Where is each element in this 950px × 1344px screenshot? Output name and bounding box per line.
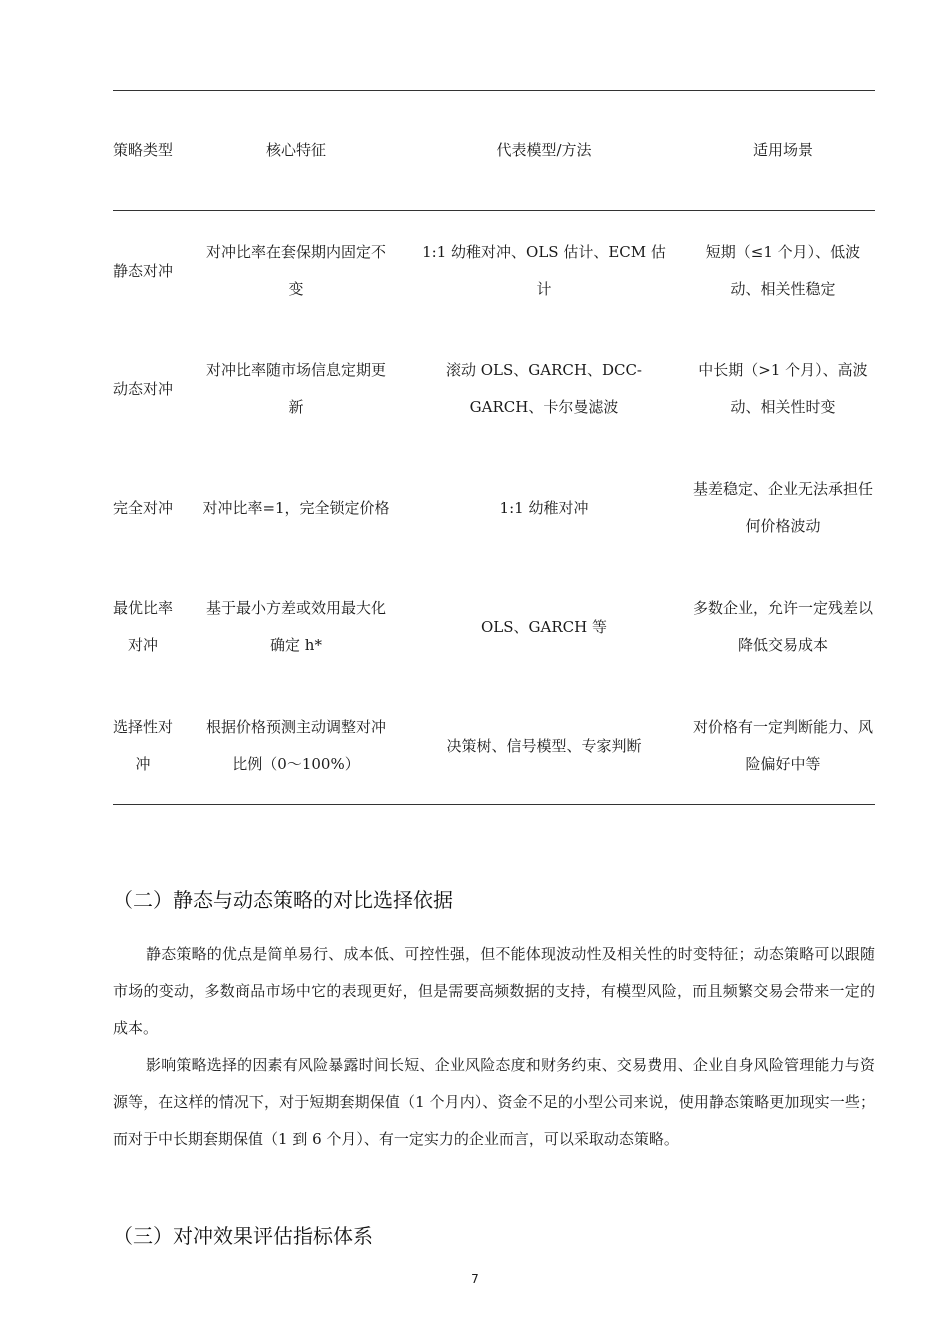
table-header-row — [113, 90, 875, 210]
section-heading-2: （二）静态与动态策略的对比选择依据 — [113, 888, 453, 912]
table-row — [113, 352, 875, 426]
table-header-rule — [113, 210, 875, 211]
cell-core-feature: 对冲比率=1，完全锁定价格 — [202, 498, 390, 517]
cell-core-feature: 根据价格预测主动调整对冲比例（0～100%） — [205, 718, 386, 773]
cell-model-method: OLS、GARCH 等 — [481, 617, 607, 636]
cell-scenario: 短期（≤1 个月）、低波动、相关性稳定 — [705, 243, 861, 298]
table-row — [113, 471, 875, 545]
cell-model-method: 1:1 幼稚对冲、OLS 估计、ECM 估计 — [422, 243, 666, 298]
cell-model-method: 1:1 幼稚对冲 — [499, 498, 589, 517]
cell-scenario: 多数企业，允许一定残差以降低交易成本 — [692, 599, 873, 654]
table-row — [113, 590, 875, 664]
cell-core-feature: 对冲比率在套保期内固定不变 — [205, 243, 386, 298]
page-number: 7 — [471, 1272, 479, 1286]
cell-model-method: 决策树、信号模型、专家判断 — [446, 736, 642, 755]
cell-core-feature: 基于最小方差或效用最大化确定 h* — [205, 599, 386, 654]
header-core-feature: 核心特征 — [265, 140, 326, 159]
table-bottom-rule — [113, 804, 875, 805]
cell-scenario: 对价格有一定判断能力、风险偏好中等 — [692, 718, 873, 773]
cell-strategy-type: 动态对冲 — [113, 379, 174, 398]
header-strategy-type: 策略类型 — [113, 140, 174, 159]
table-row — [113, 234, 875, 308]
section-heading-3: （三）对冲效果评估指标体系 — [113, 1224, 373, 1248]
header-model-method: 代表模型/方法 — [496, 140, 592, 159]
cell-strategy-type: 选择性对冲 — [113, 718, 174, 773]
cell-model-method: 滚动 OLS、GARCH、DCC-GARCH、卡尔曼滤波 — [445, 361, 643, 416]
header-scenario: 适用场景 — [752, 140, 813, 159]
table-row — [113, 709, 875, 783]
cell-scenario: 基差稳定、企业无法承担任何价格波动 — [692, 480, 873, 535]
cell-strategy-type: 静态对冲 — [113, 261, 174, 280]
paragraph-1: 静态策略的优点是简单易行、成本低、可控性强，但不能体现波动性及相关性的时变特征；动态策略可以跟随市场的变动，多数商品市场中它的表现更好，但是需要高频数据的支持，有模型风险，而且频繁交易会带来一定的成本。 — [113, 945, 875, 1037]
cell-scenario: 中长期（>1 个月）、高波动、相关性时变 — [698, 361, 868, 416]
cell-core-feature: 对冲比率随市场信息定期更新 — [205, 361, 386, 416]
cell-strategy-type: 最优比率对冲 — [113, 599, 174, 654]
paragraph-2: 影响策略选择的因素有风险暴露时间长短、企业风险态度和财务约束、交易费用、企业自身风险管理能力与资源等，在这样的情况下，对于短期套期保值（1 个月内）、资金不足的小型公司来说，使用静态策略更加现实一些；而对于中长期套期保值（1 到 6 个月）、有一定实力的企业而言，可以采取动态策略。 — [113, 1056, 875, 1148]
cell-strategy-type: 完全对冲 — [113, 498, 174, 517]
